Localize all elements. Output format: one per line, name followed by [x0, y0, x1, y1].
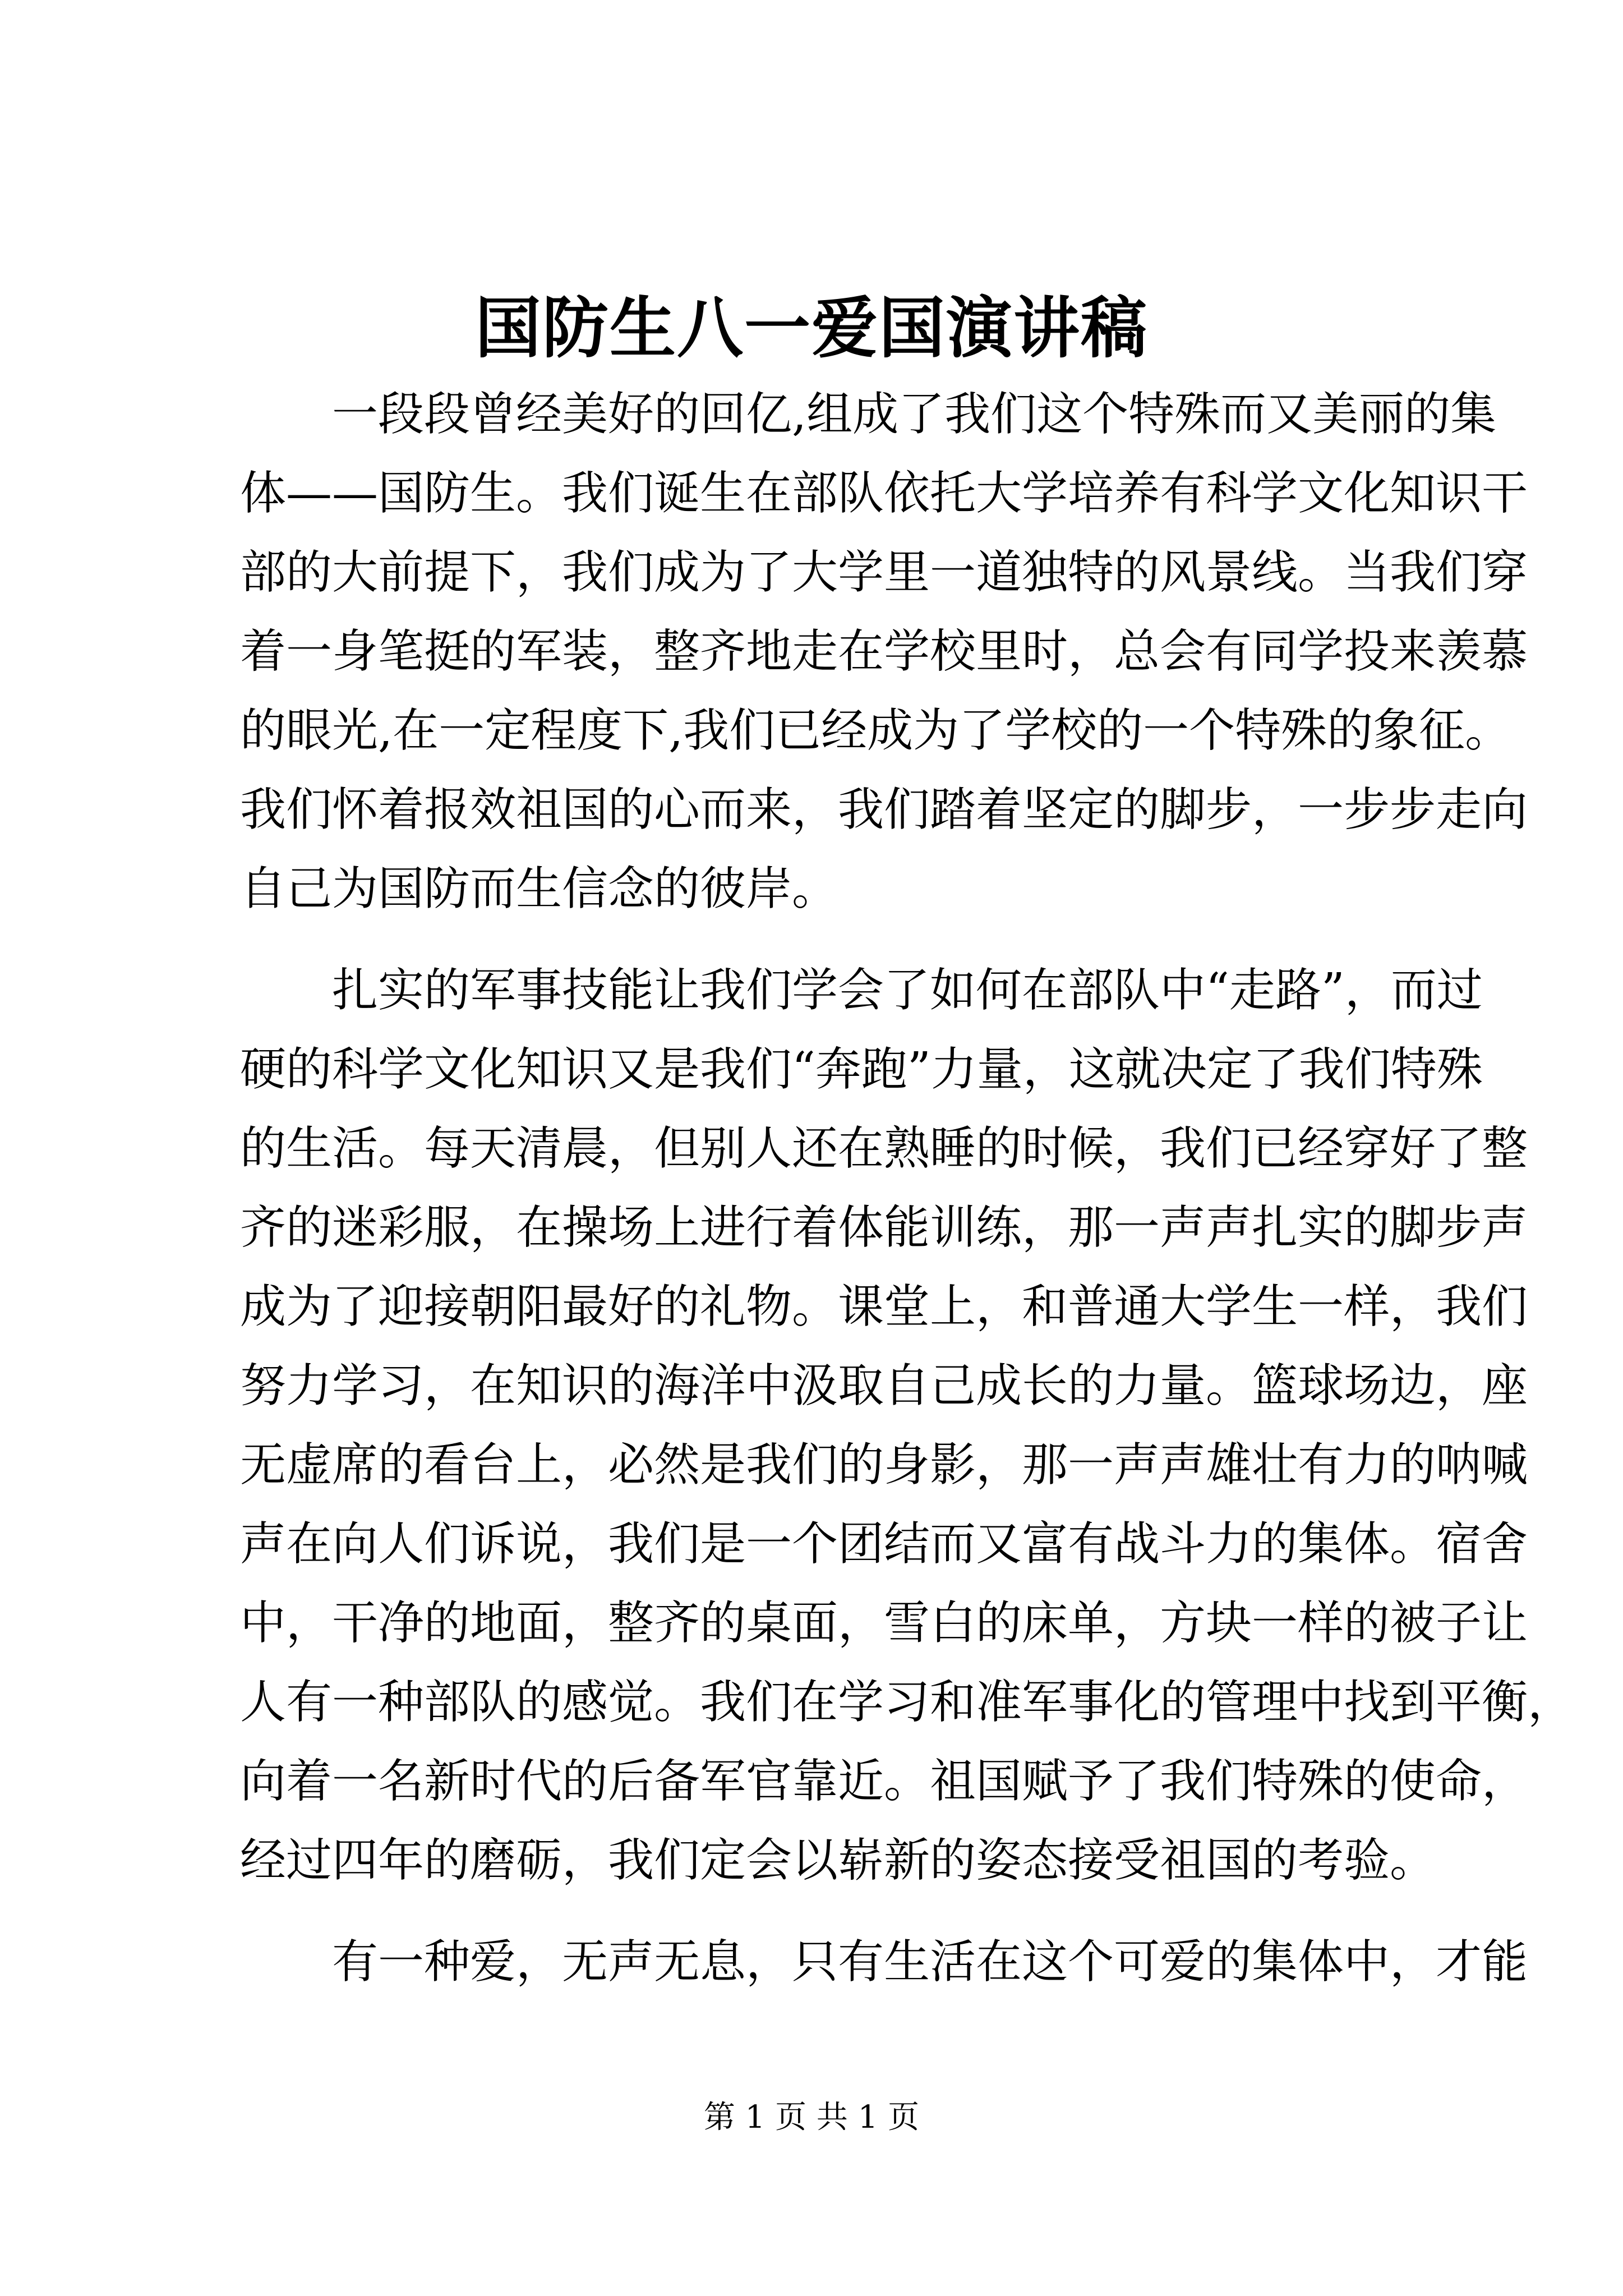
paragraph-2-line-7: 无虚席的看台上，必然是我们的身影，那一声声雄壮有力的呐喊 — [240, 1438, 1528, 1492]
paragraph-1-line-2: 体——国防生。我们诞生在部队依托大学培养有科学文化知识干 — [240, 467, 1528, 520]
paragraph-2-line-11: 向着一名新时代的后备军官靠近。祖国赋予了我们特殊的使命， — [240, 1755, 1528, 1808]
paragraph-2-line-3: 的生活。每天清晨，但别人还在熟睡的时候，我们已经穿好了整 — [240, 1122, 1528, 1175]
paragraph-1-line-1: 一段段曾经美好的回亿,组成了我们这个特殊而又美丽的集 — [332, 388, 1497, 441]
paragraph-spacer — [240, 928, 1412, 951]
paragraph-1-line-7: 自己为国防而生信念的彼岸。 — [240, 862, 838, 915]
paragraph-2-line-10: 人有一种部队的感觉。我们在学习和准军事化的管理中找到平衡， — [240, 1676, 1574, 1729]
document-title: 国防生八一爱国演讲稿 — [474, 289, 1148, 367]
paragraph-1-line-5: 的眼光,在一定程度下,我们已经成为了学校的一个特殊的象征。 — [240, 704, 1511, 757]
paragraph-2-line-5: 成为了迎接朝阳最好的礼物。课堂上，和普通大学生一样，我们 — [240, 1280, 1528, 1333]
paragraph-2-line-12: 经过四年的磨砺，我们定会以崭新的姿态接受祖国的考验。 — [240, 1834, 1436, 1887]
paragraph-1-line-3: 部的大前提下，我们成为了大学里一道独特的风景线。当我们穿 — [240, 546, 1528, 599]
paragraph-2-line-6: 努力学习，在知识的海洋中汲取自己成长的力量。篮球场边，座 — [240, 1359, 1528, 1412]
paragraph-1-line-4: 着一身笔挺的军装，整齐地走在学校里时，总会有同学投来羡慕 — [240, 625, 1528, 678]
paragraph-2-line-8: 声在向人们诉说，我们是一个团结而又富有战斗力的集体。宿舍 — [240, 1517, 1528, 1571]
paragraph-2-line-1: 扎实的军事技能让我们学会了如何在部队中“走路”，而过 — [332, 964, 1483, 1017]
paragraph-2-line-2: 硬的科学文化知识又是我们“奔跑”力量，这就决定了我们特殊 — [240, 1043, 1483, 1096]
paragraph-spacer — [240, 1900, 1412, 1922]
document-body — [240, 375, 1574, 2001]
paragraph-3-line-1: 有一种爱，无声无息，只有生活在这个可爱的集体中，才能 — [332, 1935, 1528, 1989]
paragraph-2-line-9: 中，干净的地面，整齐的桌面，雪白的床单，方块一样的被子让 — [240, 1596, 1528, 1650]
page-footer: 第 1 页 共 1 页 — [703, 2099, 920, 2136]
paragraph-2-line-4: 齐的迷彩服，在操场上进行着体能训练，那一声声扎实的脚步声 — [240, 1201, 1528, 1254]
paragraph-1-line-6: 我们怀着报效祖国的心而来，我们踏着坚定的脚步，一步步走向 — [240, 783, 1528, 836]
